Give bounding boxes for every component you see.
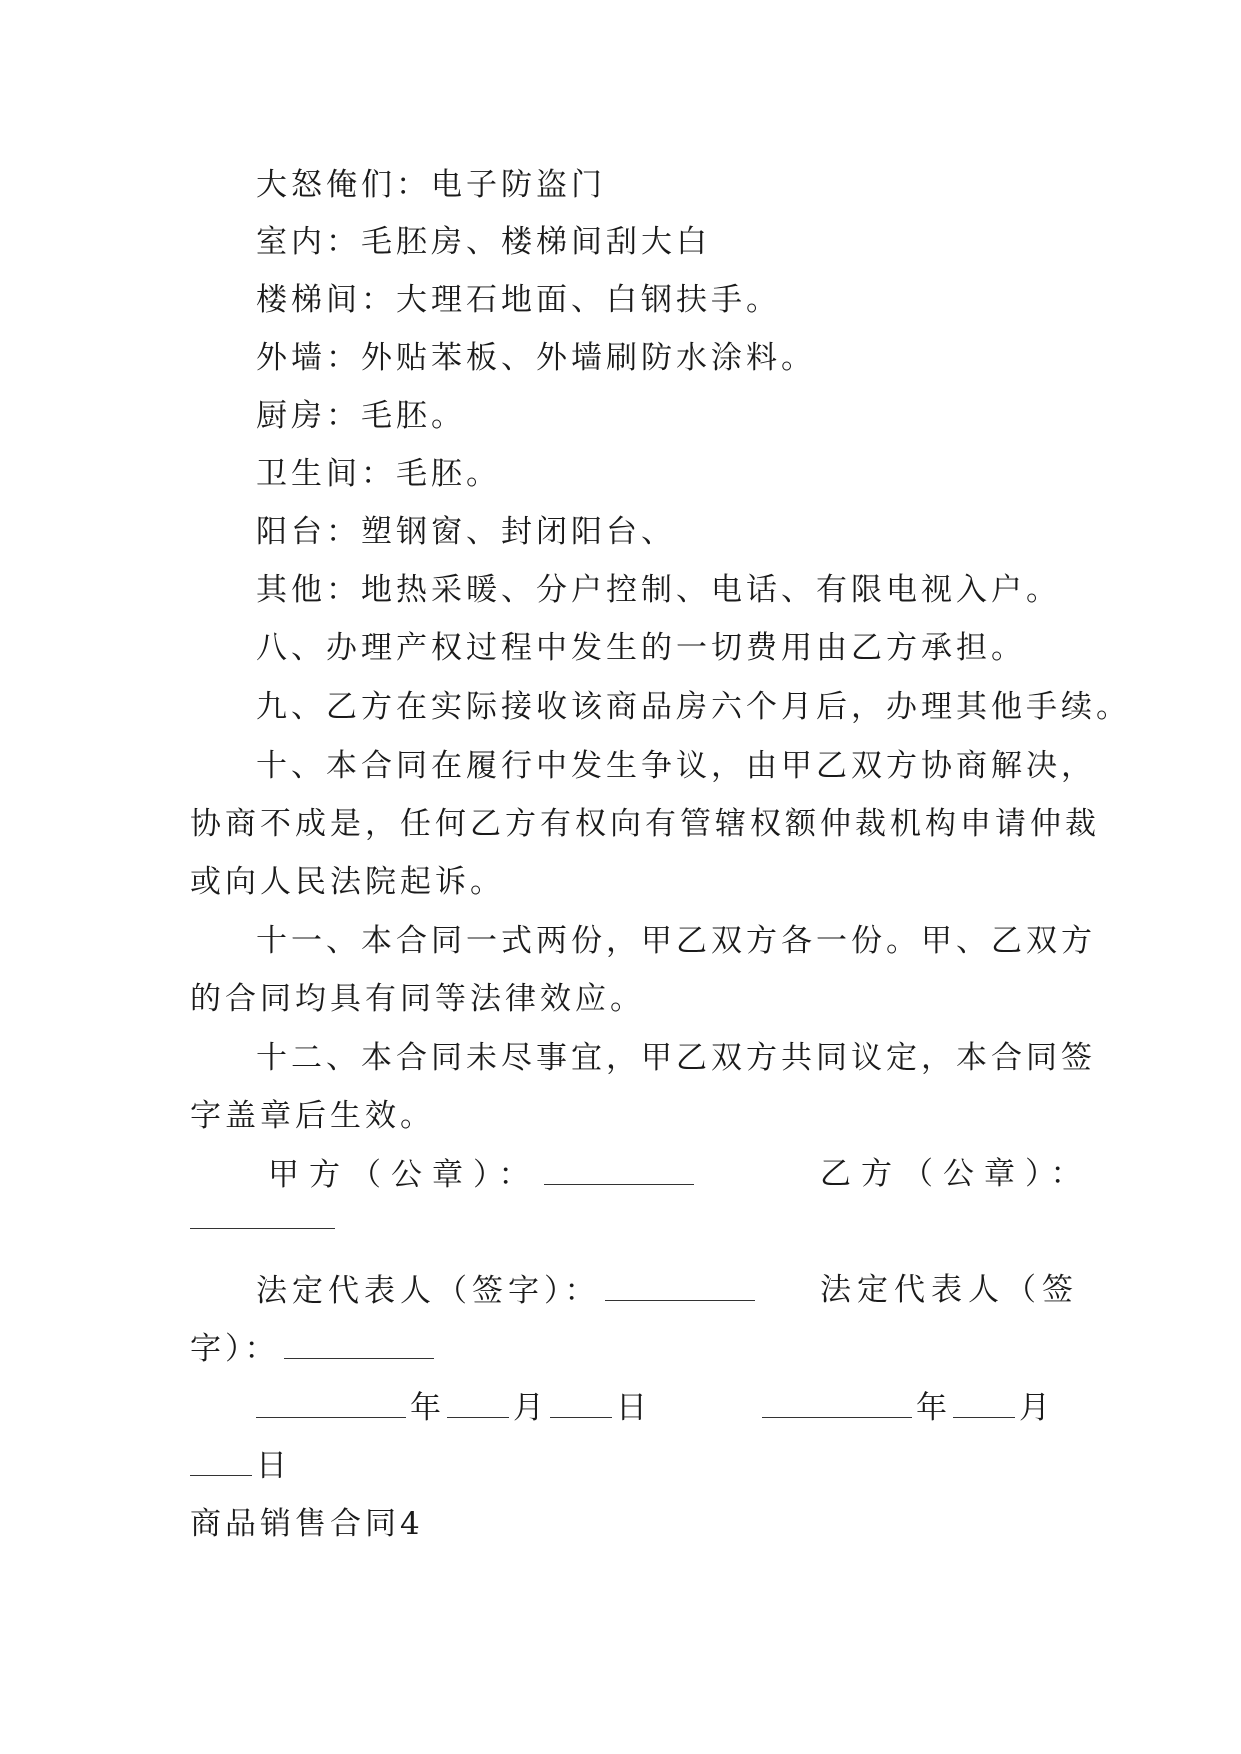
next-contract-title: 商品销售合同4 — [190, 1506, 424, 1542]
rep-b-label-part2: 字）： — [190, 1331, 280, 1367]
clause-10-line-1: 十、本合同在履行中发生争议，由甲乙双方协商解决， — [256, 748, 1096, 784]
clause-12-line-2: 字盖章后生效。 — [190, 1098, 435, 1134]
line-interior: 室内：毛胚房、楼梯间刮大白 — [256, 224, 711, 260]
date-a-year-blank — [256, 1387, 406, 1418]
line-exterior-wall: 外墙：外贴苯板、外墙刷防水涂料。 — [256, 340, 816, 376]
rep-a-blank — [605, 1270, 755, 1301]
party-b-seal-row — [190, 1198, 339, 1239]
line-balcony: 阳台：塑钢窗、封闭阳台、 — [256, 514, 676, 550]
line-bathroom: 卫生间：毛胚。 — [256, 456, 501, 492]
date-b-month-label: 月 — [1019, 1390, 1052, 1426]
date-a-month-blank — [447, 1387, 509, 1418]
line-stairwell: 楼梯间：大理石地面、白钢扶手。 — [256, 282, 781, 318]
date-a-month-label: 月 — [513, 1390, 546, 1426]
clause-11-line-2: 的合同均具有同等法律效应。 — [190, 981, 645, 1017]
rep-b-blank — [284, 1328, 434, 1359]
line-others: 其他：地热采暖、分户控制、电话、有限电视入户。 — [256, 572, 1061, 608]
rep-a-label: 法定代表人（签字）： — [256, 1273, 601, 1309]
party-b-seal-blank — [190, 1198, 335, 1229]
party-a-seal-label: 甲方（公章）： — [268, 1157, 540, 1193]
rep-b-label-part1: 法定代表人（签 — [820, 1272, 1079, 1308]
date-b-day-blank — [190, 1445, 252, 1476]
clause-12-line-1: 十二、本合同未尽事宜，甲乙双方共同议定，本合同签 — [256, 1040, 1096, 1076]
date-b-year-blank — [762, 1387, 912, 1418]
clause-8: 八、办理产权过程中发生的一切费用由乙方承担。 — [256, 630, 1026, 666]
line-kitchen: 厨房：毛胚。 — [256, 398, 466, 434]
date-a-day-label: 日 — [616, 1390, 649, 1426]
date-a-year-label: 年 — [410, 1390, 443, 1426]
rep-a-row — [256, 1270, 759, 1311]
date-b-day-row — [190, 1445, 289, 1486]
date-a-row — [256, 1387, 649, 1428]
clause-10-line-3: 或向人民法院起诉。 — [190, 864, 505, 900]
clause-9: 九、乙方在实际接收该商品房六个月后，办理其他手续。 — [256, 689, 1131, 725]
date-b-month-blank — [953, 1387, 1015, 1418]
clause-11-line-1: 十一、本合同一式两份，甲乙双方各一份。甲、乙双方 — [256, 923, 1096, 959]
date-b-year-label: 年 — [916, 1390, 949, 1426]
date-a-day-blank — [550, 1387, 612, 1418]
date-b-day-label: 日 — [256, 1448, 289, 1484]
party-a-seal-blank — [544, 1154, 694, 1185]
party-a-seal-row — [268, 1154, 698, 1195]
party-b-seal-label: 乙方（公章）： — [820, 1156, 1092, 1192]
rep-b-row — [190, 1328, 438, 1369]
date-b-row — [762, 1387, 1052, 1428]
line-entrance-door: 大怒俺们：电子防盗门 — [256, 167, 606, 203]
clause-10-line-2: 协商不成是，任何乙方有权向有管辖权额仲裁机构申请仲裁 — [190, 806, 1100, 842]
